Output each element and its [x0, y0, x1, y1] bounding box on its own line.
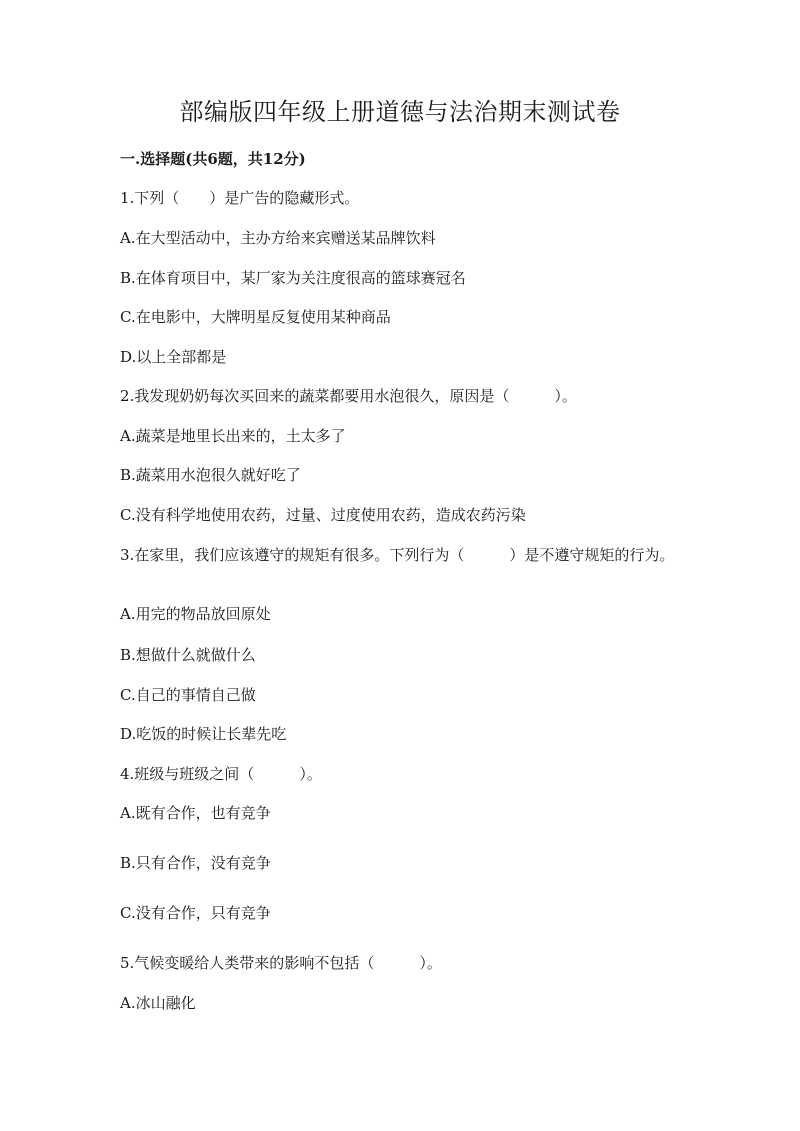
section-heading: 一.选择题(共6题，共12分)	[120, 150, 306, 168]
question-4-option-b: B.只有合作，没有竞争	[120, 854, 271, 872]
question-1-option-a: A.在大型活动中，主办方给来宾赠送某品牌饮料	[120, 229, 436, 247]
question-1-option-b: B.在体育项目中，某厂家为关注度很高的篮球赛冠名	[120, 269, 466, 287]
question-1-option-c: C.在电影中，大牌明星反复使用某种商品	[120, 308, 391, 326]
question-2-option-a: A.蔬菜是地里长出来的，土太多了	[120, 427, 346, 445]
question-3-option-d: D.吃饭的时候让长辈先吃	[120, 725, 287, 743]
question-1-stem: 1.下列（ ）是广告的隐藏形式。	[120, 189, 360, 207]
question-2-option-c: C.没有科学地使用农药，过量、过度使用农药，造成农药污染	[120, 506, 526, 524]
question-2-stem: 2.我发现奶奶每次买回来的蔬菜都要用水泡很久，原因是（ ）。	[120, 387, 577, 405]
question-5-stem: 5.气候变暖给人类带来的影响不包括（ ）。	[120, 954, 442, 972]
question-2-option-b: B.蔬菜用水泡很久就好吃了	[120, 466, 301, 484]
question-4-option-c: C.没有合作，只有竞争	[120, 904, 271, 922]
question-5-option-a: A.冰山融化	[120, 994, 196, 1012]
question-3-option-a: A.用完的物品放回原处	[120, 605, 271, 623]
question-1-option-d: D.以上全部都是	[120, 348, 227, 366]
question-3-stem: 3.在家里，我们应该遵守的规矩有很多。下列行为（ ）是不遵守规矩的行为。	[120, 546, 675, 564]
question-3-option-b: B.想做什么就做什么	[120, 646, 256, 664]
page-title: 部编版四年级上册道德与法治期末测试卷	[179, 98, 621, 126]
question-4-option-a: A.既有合作，也有竞争	[120, 804, 271, 822]
question-3-option-c: C.自己的事情自己做	[120, 686, 256, 704]
question-4-stem: 4.班级与班级之间（ ）。	[120, 765, 322, 783]
